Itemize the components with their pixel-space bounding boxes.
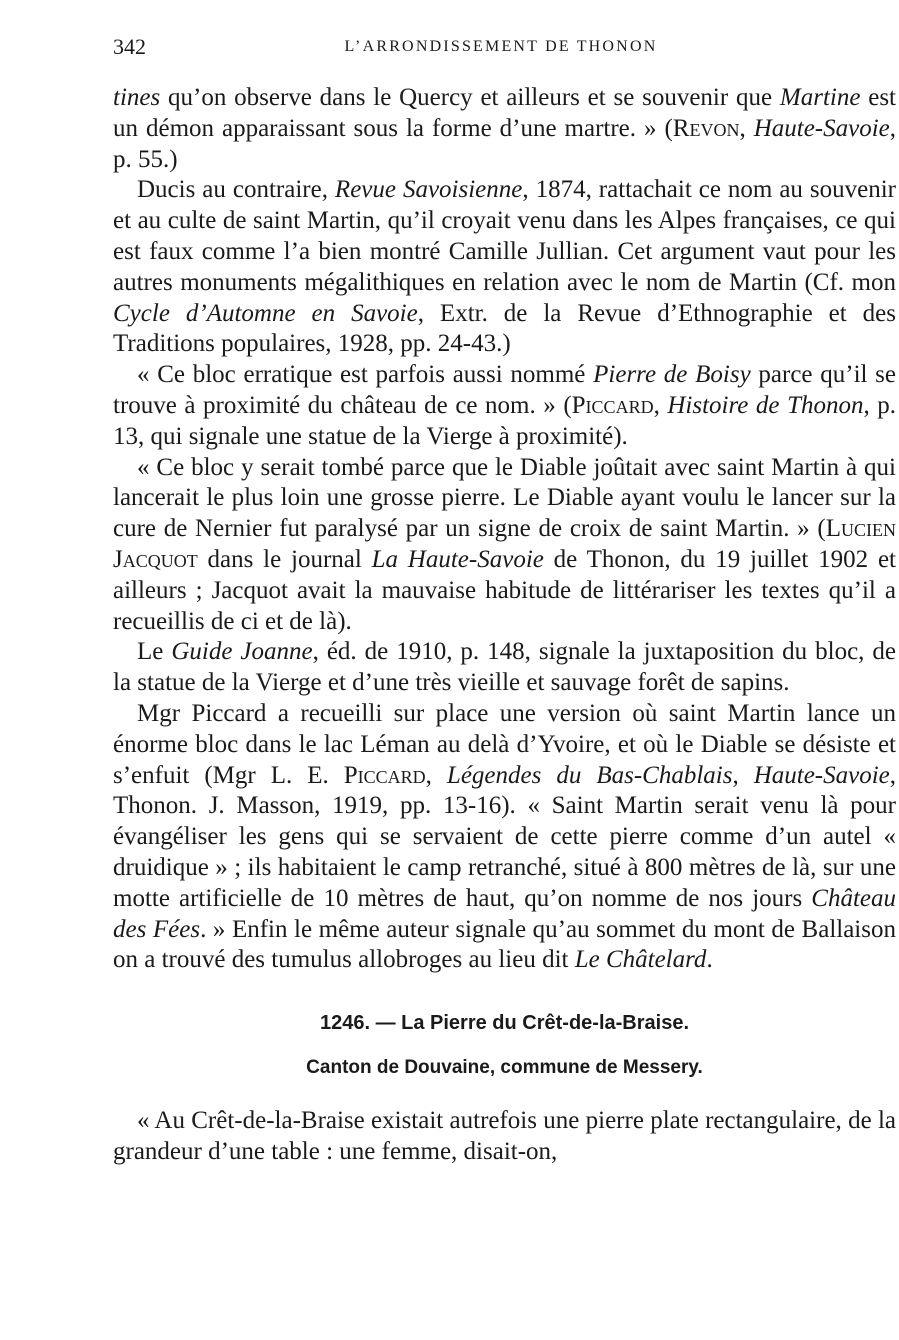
section-subheading: Canton de Douvaine, commune de Messery. [306, 1056, 703, 1078]
page-body [113, 83, 896, 1167]
paragraph-2: Ducis au contraire, Revue Savoisienne, 1874, rattachait ce nom au souvenir et au culte de saint Martin, qu’il croyait venu dans les Alpes françaises, ce qui est faux comme l’a bien montré Camille Jullian. Cet argument vaut pour les autres monuments mégalithiques en relation avec le nom de Martin (Cf. mon Cycle d’Automne en Savoie, Extr. de la Revue d’Ethnographie et des Traditions populaires, 1928, pp. 24-43.) [113, 176, 896, 358]
section-heading: 1246. — La Pierre du Crêt-de-la-Braise. [319, 1012, 690, 1035]
paragraph-7: « Au Crêt-de-la-Braise existait autrefois une pierre plate rectangulaire, de la grandeur d’une table : une femme, disait-on, [113, 1106, 896, 1165]
page-number: 342 [113, 34, 146, 59]
running-title: L’ARRONDISSEMENT DE THONON [344, 38, 658, 55]
paragraph-3: « Ce bloc erratique est parfois aussi nommé Pierre de Boisy parce qu’il se trouve à proximité du château de ce nom. » (Piccard, Histoire de Thonon, p. 13, qui signale une statue de la Vierge à proximité). [113, 361, 897, 450]
paragraph-1: tines qu’on observe dans le Quercy et ailleurs et se souvenir que Martine est un démon apparaissant sous la forme d’une martre. » (Revon, Haute-Savoie, p. 55.) [113, 84, 897, 173]
paragraph-5: Le Guide Joanne, éd. de 1910, p. 148, signale la juxtaposition du bloc, de la statue de la Vierge et d’une très vieille et sauvage forêt de sapins. [113, 638, 896, 697]
page-header [113, 34, 889, 64]
paragraph-6: Mgr Piccard a recueilli sur place une version où saint Martin lance un énorme bloc dans le lac Léman au delà d’Yvoire, et où le Diable se désiste et s’enfuit (Mgr L. E. Piccard, Légendes du Bas-Chablais, Haute-Savoie, Thonon. J. Masson, 1919, pp. 13-16). « Saint Martin serait venu là pour évangéliser les gens qui se servaient de cette pierre comme d’un autel « druidique » ; ils habitaient le camp retranché, situé à 800 mètres de là, sur une motte artificielle de 10 mètres de haut, qu’on nomme de nos jours Château des Fées. » Enfin le même auteur signale qu’au sommet du mont de Ballaison on a trouvé des tumulus allobroges au lieu dit Le Châtelard. [113, 699, 897, 974]
paragraph-4: « Ce bloc y serait tombé parce que le Diable joûtait avec saint Martin à qui lancerait le plus loin une grosse pierre. Le Diable ayant voulu le lancer sur la cure de Nernier fut paralysé par un signe de croix de saint Martin. » (Lucien Jacquot dans le journal La Haute-Savoie de Thonon, du 19 juillet 1902 et ailleurs ; Jacquot avait la mauvaise habitude de littérariser les textes qu’il a recueillis de ci et de là). [113, 453, 896, 635]
